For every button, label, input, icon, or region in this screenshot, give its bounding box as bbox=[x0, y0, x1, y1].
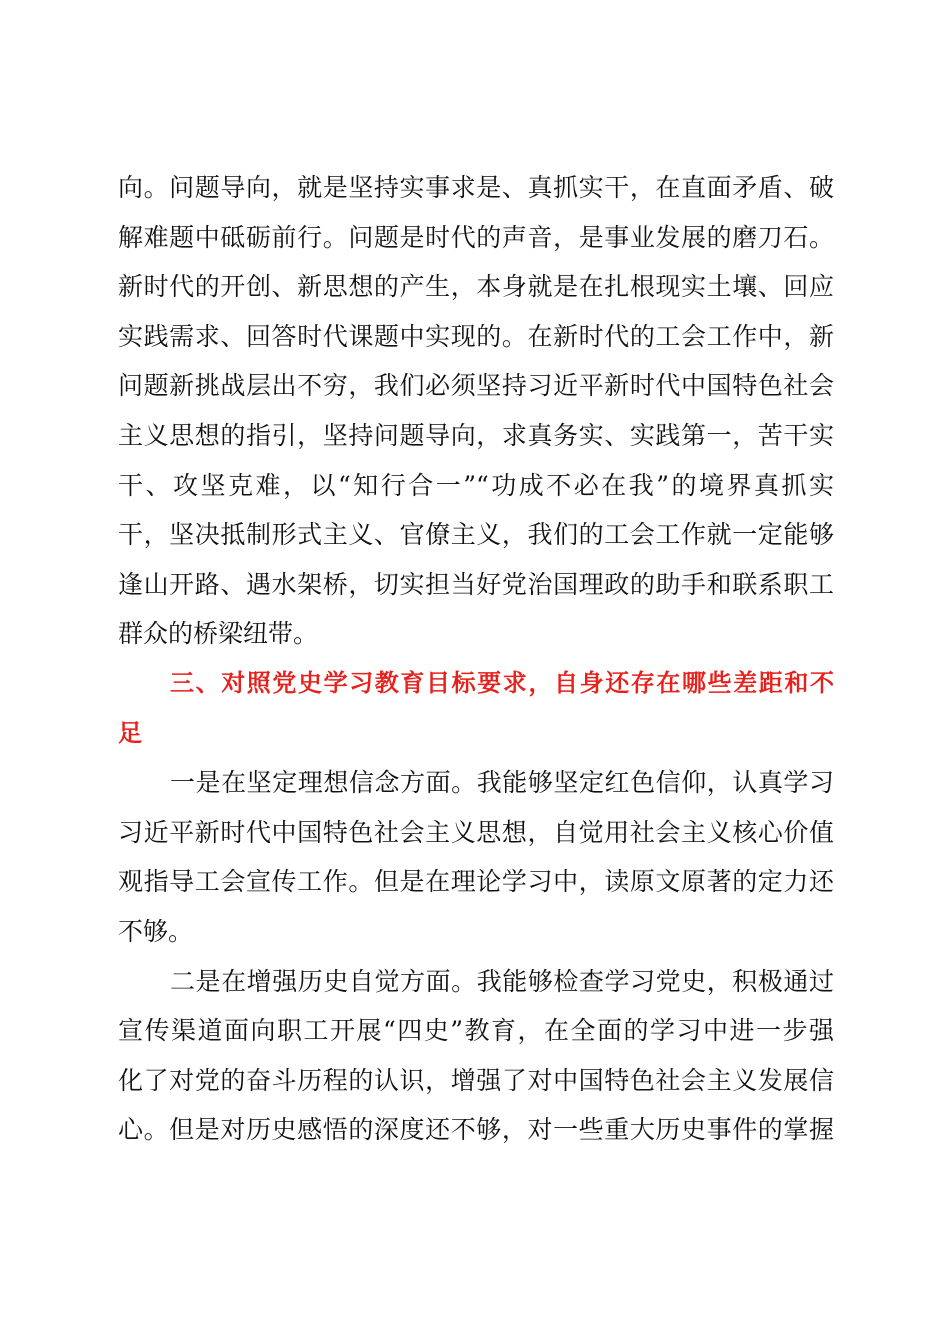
text-line: 干、攻坚克难，以“知行合一”“功成不必在我”的境界真抓实 bbox=[118, 470, 834, 500]
document-body bbox=[118, 163, 834, 1155]
text-line: 解难题中砥砺前行。问题是时代的声音，是事业发展的磨刀石。 bbox=[118, 222, 834, 252]
text-line: 问题新挑战层出不穷，我们必须坚持习近平新时代中国特色社会 bbox=[118, 371, 834, 401]
heading-line: 三、对照党史学习教育目标要求，自身还存在哪些差距和不 bbox=[170, 668, 834, 697]
text-line: 实践需求、回答时代课题中实现的。在新时代的工会工作中，新 bbox=[118, 321, 834, 351]
text-line: 干，坚决抵制形式主义、官僚主义，我们的工会工作就一定能够 bbox=[118, 520, 834, 550]
paragraph-ideals-beliefs bbox=[118, 758, 834, 956]
text-line: 主义思想的指引，坚持问题导向，求真务实、实践第一，苦干实 bbox=[118, 420, 834, 450]
text-line: 习近平新时代中国特色社会主义思想，自觉用社会主义核心价值 bbox=[118, 817, 834, 847]
paragraph-problem-orientation bbox=[118, 163, 834, 659]
text-line: 新时代的开创、新思想的产生，本身就是在扎根现实土壤、回应 bbox=[118, 272, 834, 302]
text-line: 群众的桥梁纽带。 bbox=[118, 619, 319, 649]
text-line: 二是在增强历史自觉方面。我能够检查学习党史，积极通过 bbox=[170, 966, 834, 996]
text-line: 不够。 bbox=[118, 916, 194, 946]
text-line: 逢山开路、遇水架桥，切实担当好党治国理政的助手和联系职工 bbox=[118, 569, 834, 599]
section-heading bbox=[118, 659, 834, 758]
text-line: 心。但是对历史感悟的深度还不够，对一些重大历史事件的掌握 bbox=[118, 1115, 834, 1145]
heading-line: 足 bbox=[118, 718, 142, 747]
text-line: 观指导工会宣传工作。但是在理论学习中，读原文原著的定力还 bbox=[118, 867, 834, 897]
paragraph-historical-awareness bbox=[118, 957, 834, 1155]
text-line: 一是在坚定理想信念方面。我能够坚定红色信仰，认真学习 bbox=[170, 768, 834, 798]
text-line: 化了对党的奋斗历程的认识，增强了对中国特色社会主义发展信 bbox=[118, 1065, 834, 1095]
text-line: 向。问题导向，就是坚持实事求是、真抓实干，在直面矛盾、破 bbox=[118, 173, 834, 202]
text-line: 宣传渠道面向职工开展“四史”教育，在全面的学习中进一步强 bbox=[118, 1016, 834, 1046]
